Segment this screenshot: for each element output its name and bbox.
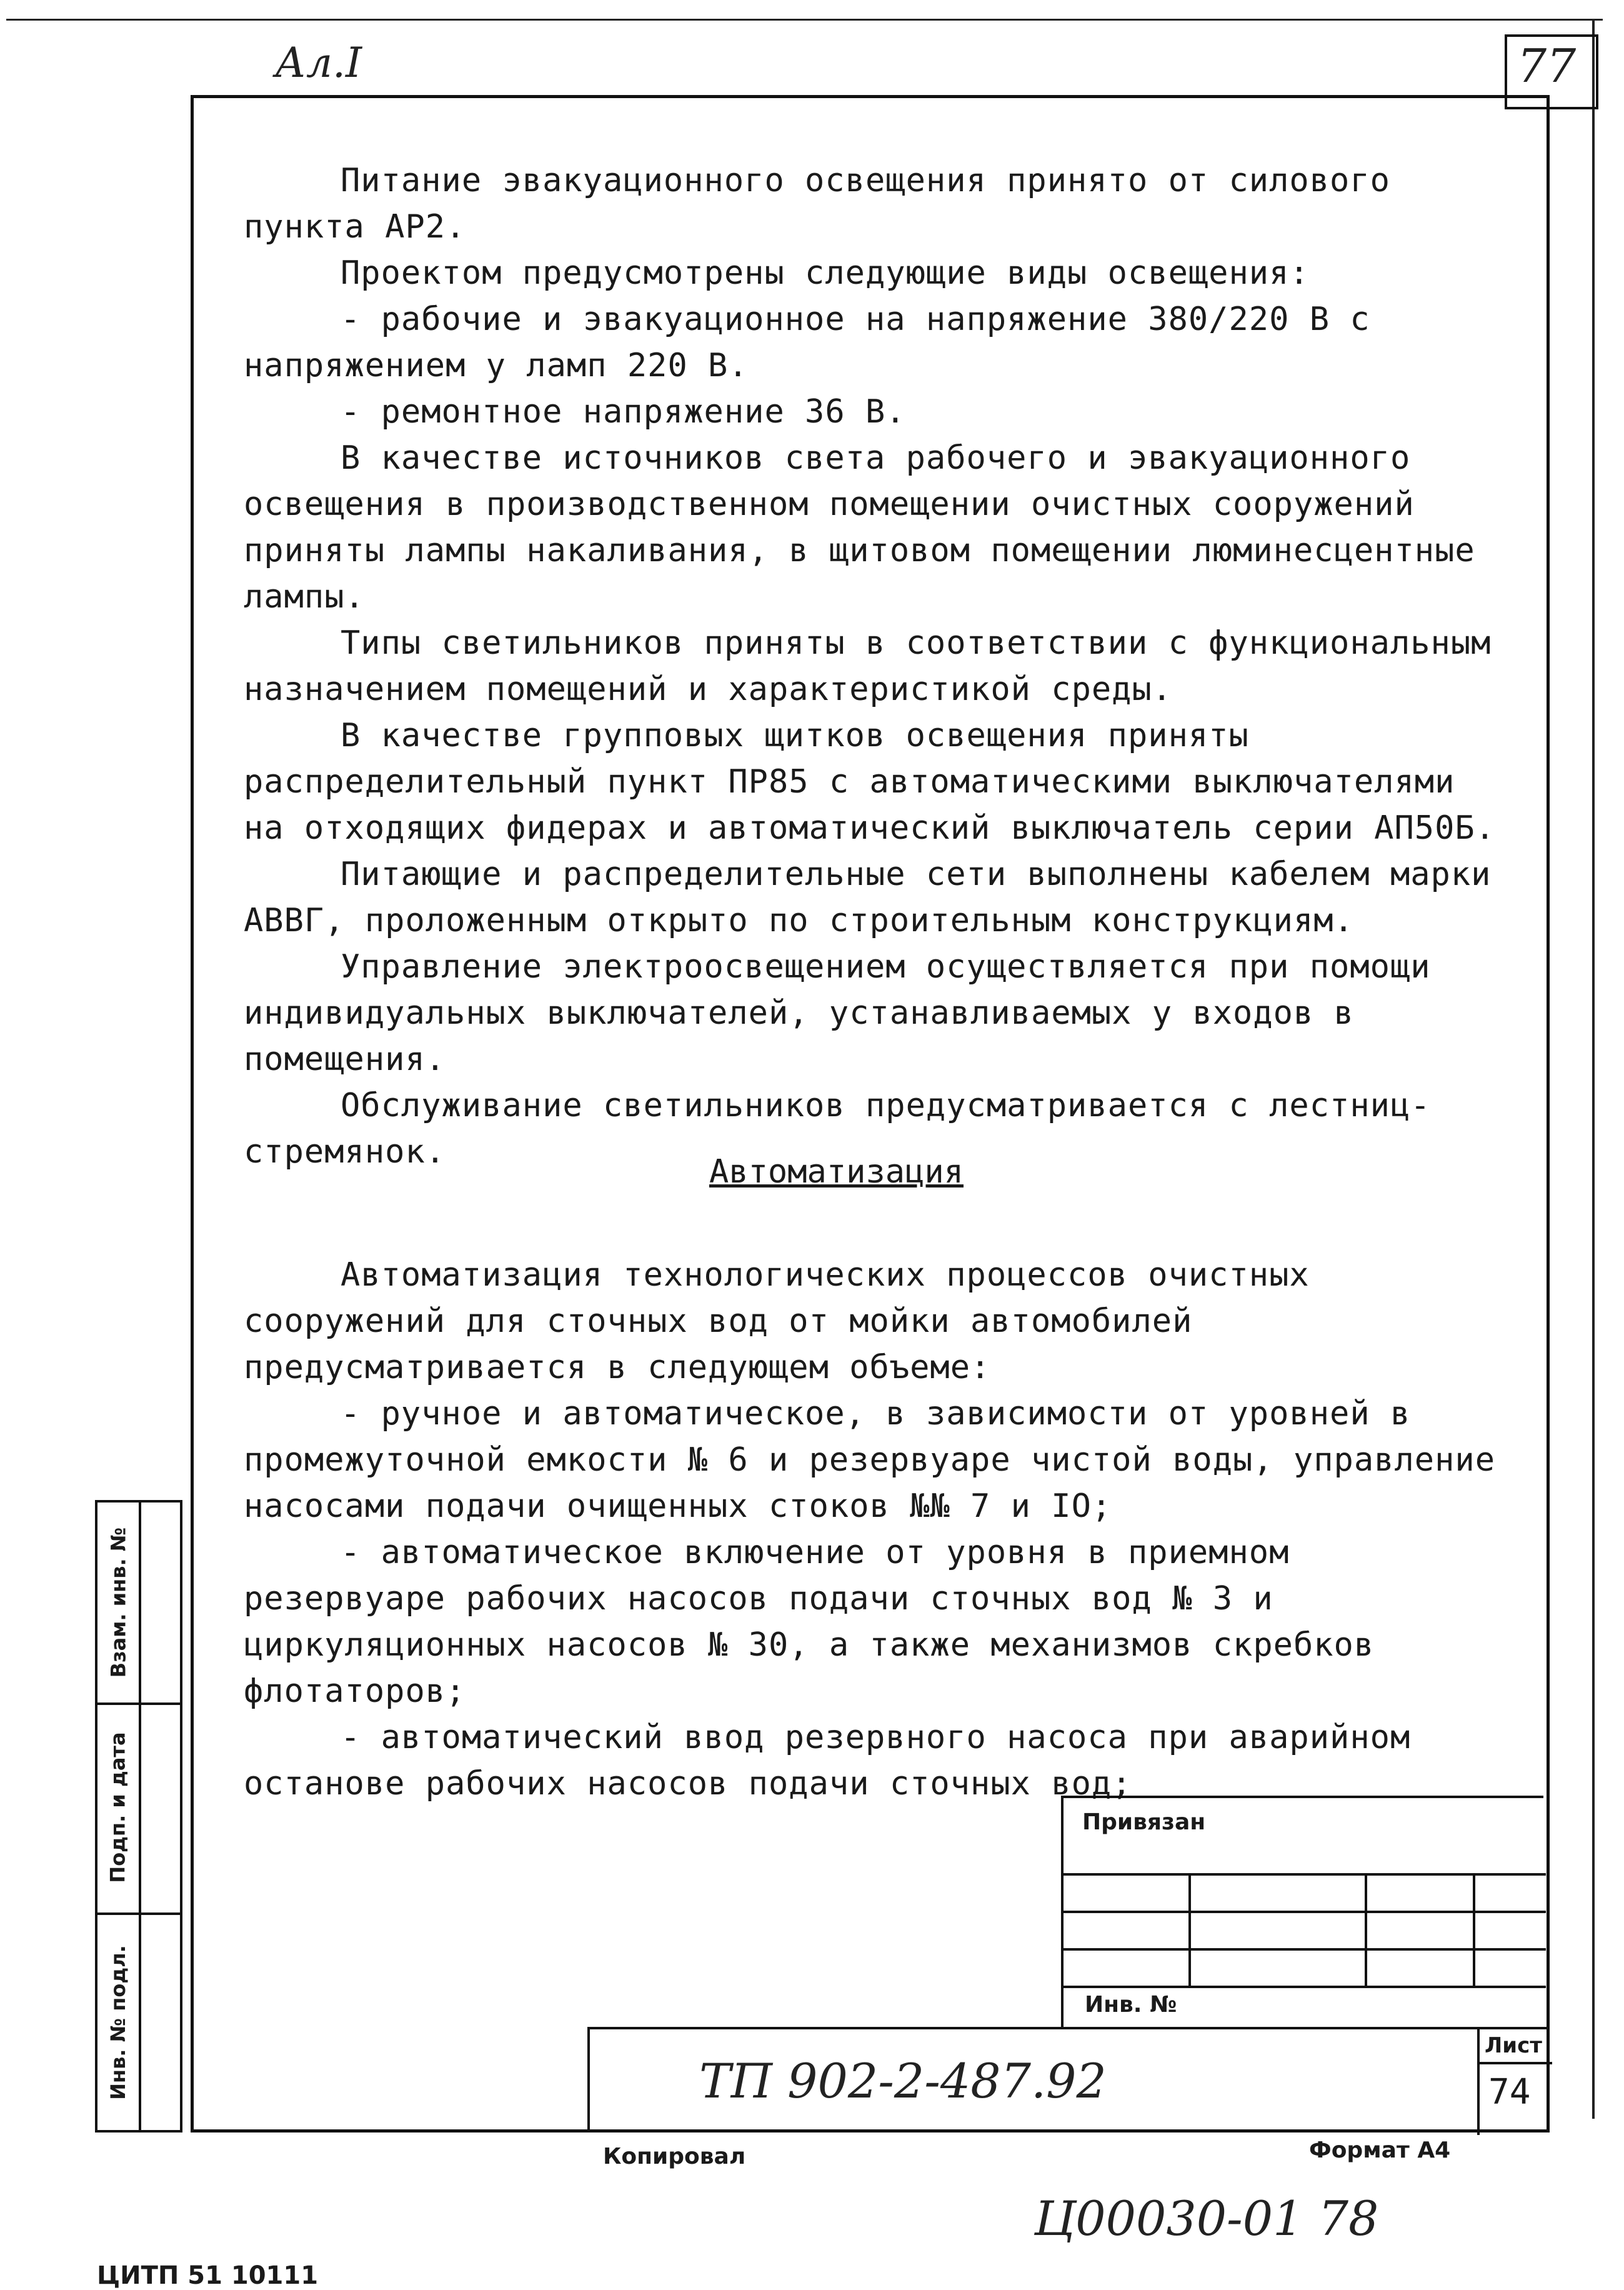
paragraph: Обслуживание светильников предусматривается с лестниц-стремянок.	[244, 1087, 1431, 1171]
sidebar-divider	[139, 1502, 141, 2130]
copied-label: Копировал	[603, 2144, 746, 2169]
grid-line	[1477, 2029, 1480, 2135]
paragraph: - ремонтное напряжение 36 В.	[341, 393, 906, 431]
paragraph: Автоматизация технологических процессов очистных сооружений для сточных вод от мойки автомобилей предусматривается в следующем объеме:	[244, 1256, 1310, 1386]
sheet-label: Лист	[1485, 2033, 1542, 2058]
sidebar-label-signature-date: Подп. и дата	[106, 1732, 130, 1883]
sidebar-label-original-inv: Инв. № подл.	[106, 1945, 131, 2100]
outer-frame-right-line	[1592, 19, 1595, 2119]
top-left-note: Ал.I	[275, 39, 362, 87]
paragraph: - автоматическое включение от уровня в приемном резервуаре рабочих насосов подачи сточных вод № 3 и циркуляционных насосов № 30, а также механизмов скребков флотаторов;	[244, 1534, 1375, 1710]
inv-no-label: Инв. №	[1085, 1992, 1177, 2018]
grid-line	[1365, 1873, 1367, 1986]
handwritten-code: Ц00030-01 78	[1034, 2191, 1379, 2246]
paragraph: - автоматический ввод резервного насоса при аварийном останове рабочих насосов подачи сточных вод;	[244, 1719, 1411, 1802]
grid-line	[1473, 1873, 1475, 1986]
section-heading-automation: Автоматизация	[709, 1153, 964, 1191]
printer-mark: ЦИТП 51 10111	[97, 2261, 319, 2290]
grid-line	[1188, 1873, 1191, 1986]
document-code: ТП 902-2-487.92	[699, 2053, 1107, 2109]
page-number-handwritten: 77	[1517, 39, 1577, 93]
format-label: Формат А4	[1309, 2138, 1451, 2163]
grid-line	[1064, 1986, 1546, 1988]
page-number-box	[1505, 34, 1598, 109]
sidebar-label-replacement-inv: Взам. инв. №	[106, 1527, 131, 1678]
paragraph: - рабочие и эвакуационное на напряжение 380/220 В с напряжением у ламп 220 В.	[244, 301, 1370, 384]
paragraph-list-lower	[244, 1252, 1506, 1807]
paragraph: В качестве групповых щитков освещения приняты распределительный пункт ПР85 с автоматическими выключателями на отходящих фидерах и автоматический выключатель серии АП50Б.	[244, 717, 1496, 847]
privyazan-label: Привязан	[1082, 1809, 1206, 1835]
sheet-number: 74	[1488, 2072, 1531, 2112]
paragraph: - ручное и автоматическое, в зависимости от уровней в промежуточной емкости № 6 и резервуаре чистой воды, управление насосами подачи очищенных стоков №№ 7 и IO;	[244, 1395, 1496, 1525]
paragraph: Питание эвакуационного освещения принято от силового пункта АР2.	[244, 162, 1390, 246]
stamp-title-block	[587, 2027, 1550, 2132]
approval-sidebar	[95, 1500, 182, 2132]
paragraph: В качестве источников света рабочего и эвакуационного освещения в производственном помещении очистных сооружений приняты лампы накаливания, в щитовом помещении люминесцентные лампы.	[244, 439, 1475, 616]
paragraph-list-upper	[244, 158, 1506, 1175]
body-lower	[244, 1252, 1506, 1807]
outer-frame-top-line	[6, 19, 1603, 21]
body-upper	[244, 158, 1506, 1175]
stamp-binding-block	[1061, 1796, 1543, 2027]
grid-line	[1477, 2062, 1552, 2064]
paragraph: Питающие и распределительные сети выполнены кабелем марки АВВГ, проложенным открыто по строительным конструкциям.	[244, 856, 1492, 939]
paragraph: Проектом предусмотрены следующие виды освещения:	[341, 254, 1310, 292]
paragraph: Управление электроосвещением осуществляется при помощи индивидуальных выключателей, устанавливаемых у входов в помещения.	[244, 948, 1431, 1078]
paragraph: Типы светильников приняты в соответствии с функциональным назначением помещений и характеристикой среды.	[244, 624, 1492, 708]
